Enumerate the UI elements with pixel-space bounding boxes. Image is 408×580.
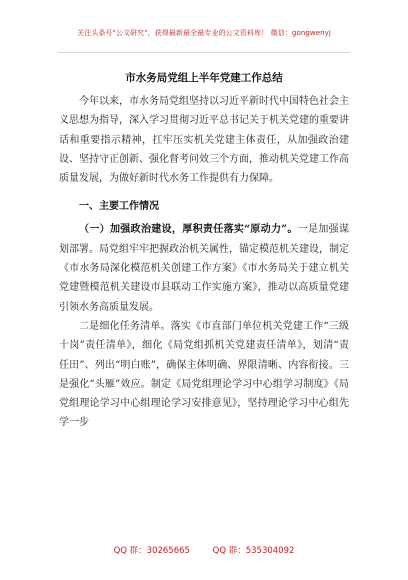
subsection-1-text: 一是加强谋划部署。局党组牢牢把握政治机关属性，锚定模范机关建设，制定《市水务局深化模范机关创建工作方案》《市水务局关于建立机关党建暨模范机关建设市县联动工作实施方案》，推动以高质量党建引领水务高质量发展。 xyxy=(59,224,349,313)
document-title: 市水务局党组上半年党建工作总结 xyxy=(125,72,283,84)
footer-contacts xyxy=(0,544,408,556)
intro-paragraph: 今年以来，市水务局党组坚持以习近平新时代中国特色社会主义思想为指导，深入学习贯彻习近平总书记关于机关党建的重要讲话和重要指示精神，扛牢压实机关党建主体责任，从加强政治建设、坚持守正创新、强化督考问效三个方面，推动机关党建工作高质量发展，为做好新时代水务工作提供有力保障。 xyxy=(59,96,349,185)
header-banner: 关注头条号"公文研究"，获得最新最全最专业的公文资料库！ 微信：gongwenyj xyxy=(77,29,331,37)
document-body xyxy=(59,92,349,433)
body-paragraph-3: 二是细化任务清单。落实《市直部门单位机关党建工作“三级十岗”责任清单》，细化《局党组抓机关党建责任清单》，划清“责任田”、列出“明白账”，确保主体明确、界限清晰、内容衔接。三是强化“头雁”效应。制定《局党组理论学习中心组学习制度》《局党组理论学习中心组理论学习安排意见》，坚持理论学习中心组先学一步 xyxy=(59,320,349,429)
subsection-1-heading: （一）加强政治建设，厚积责任落实“原动力”。 xyxy=(79,224,298,236)
footer-qq-group-1: QQ 群：30265665 xyxy=(113,546,190,556)
banner-divider xyxy=(58,52,350,53)
footer-qq-group-2: QQ 群：535304092 xyxy=(212,546,295,556)
subsection-1-paragraph xyxy=(59,220,349,316)
section-heading-1: 一、主要工作情况 xyxy=(79,201,159,213)
